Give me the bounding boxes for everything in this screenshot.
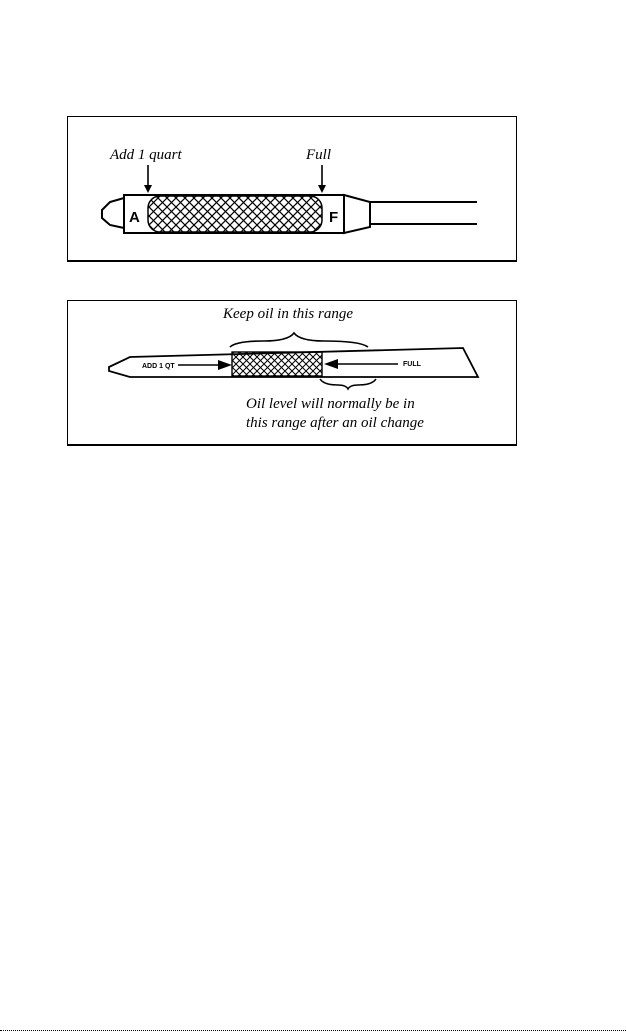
page-edge-rule xyxy=(0,1030,626,1031)
dipstick-diagram-flat xyxy=(67,300,517,446)
dipstick-flat-svg xyxy=(68,301,516,444)
dipstick-round-svg xyxy=(68,117,516,260)
add-arrow xyxy=(144,165,152,193)
add-1-quart-label: Add 1 quart xyxy=(110,147,182,163)
hatched-range xyxy=(148,196,322,232)
normal-level-line-1: Oil level will normally be in xyxy=(246,396,415,412)
mark-a: A xyxy=(129,209,140,226)
normal-level-line-2: this range after an oil change xyxy=(246,415,424,431)
dipstick-tip xyxy=(102,198,124,228)
add-1-qt-tag: ADD 1 QT xyxy=(142,363,175,370)
hatched-range xyxy=(232,352,322,376)
full-tag: FULL xyxy=(403,361,421,368)
keep-oil-label: Keep oil in this range xyxy=(223,306,353,322)
full-arrow xyxy=(318,165,326,193)
mark-f: F xyxy=(329,209,339,226)
keep-range-brace xyxy=(230,333,368,347)
normal-range-brace xyxy=(320,379,376,389)
full-label: Full xyxy=(306,147,331,163)
dipstick-diagram-round xyxy=(67,116,517,262)
dipstick-taper xyxy=(344,195,370,233)
